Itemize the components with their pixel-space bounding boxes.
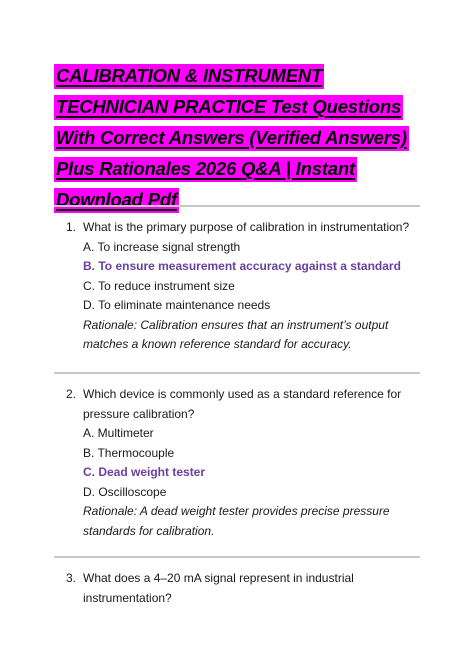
option-a: A. Multimeter xyxy=(83,426,154,440)
question-text: What is the primary purpose of calibration in instrumentation? xyxy=(83,220,410,234)
question-text: pressure calibration? xyxy=(83,406,195,421)
option-d: D. To eliminate maintenance needs xyxy=(83,298,271,312)
option-d: D. Oscilloscope xyxy=(83,484,167,499)
document-title-text: CALIBRATION & INSTRUMENT TECHNICIAN PRACTICE Test Questions With Correct Answers (Verified Answers) Plus Rationales 2026 Q&A | Instant Download Pdf xyxy=(54,64,409,213)
question-number: 3. xyxy=(66,571,77,585)
rationale-line: standards for calibration. xyxy=(83,523,215,538)
divider xyxy=(54,372,420,374)
rationale-line: Rationale: A dead weight tester provides precise pressure xyxy=(83,504,390,518)
document-title xyxy=(54,60,420,215)
rationale-line: Rationale: Calibration ensures that an instrument’s output xyxy=(83,317,389,332)
option-c: C. To reduce instrument size xyxy=(83,278,235,293)
question-number: 2. xyxy=(66,387,77,401)
question-text: Which device is commonly used as a standard reference for xyxy=(83,387,402,401)
question-number: 1. xyxy=(66,220,77,234)
rationale-line: matches a known reference standard for accuracy. xyxy=(83,337,352,351)
option-c-correct: C. Dead weight tester xyxy=(83,465,206,479)
question-2 xyxy=(66,385,418,541)
option-b-correct: B. To ensure measurement accuracy against a standard xyxy=(83,259,401,273)
question-3 xyxy=(66,569,418,608)
question-text: What does a 4–20 mA signal represent in industrial xyxy=(83,571,354,585)
question-1 xyxy=(66,218,418,355)
divider xyxy=(54,556,420,558)
option-b: B. Thermocouple xyxy=(83,445,175,460)
question-text: instrumentation? xyxy=(83,590,172,605)
divider xyxy=(54,205,420,207)
option-a: A. To increase signal strength xyxy=(83,239,241,254)
